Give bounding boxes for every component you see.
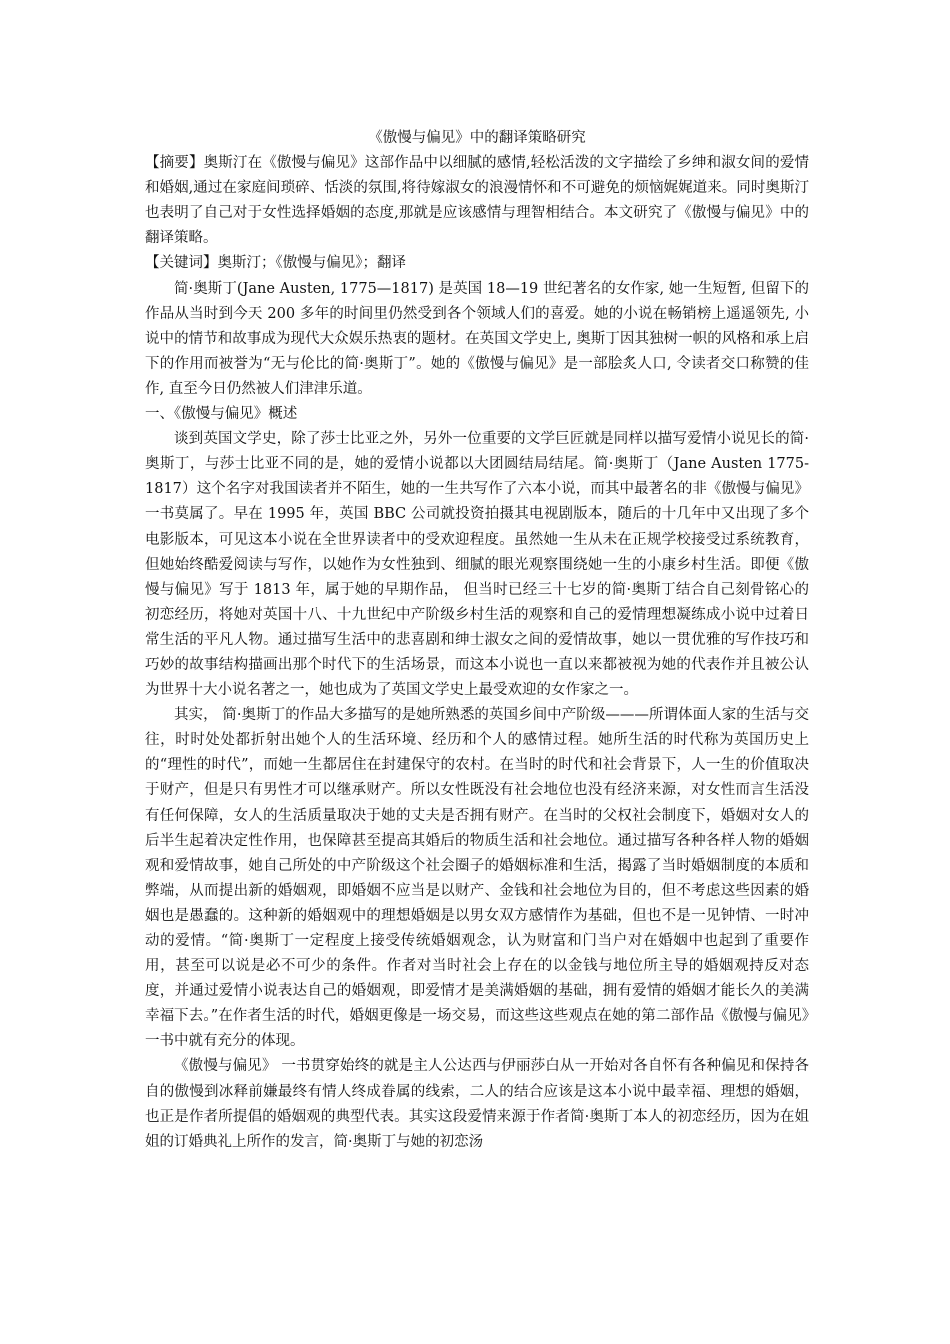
body-paragraph: 《傲慢与偏见》 一书贯穿始终的就是主人公达西与伊丽莎白从一开始对各自怀有各种偏见和保持各自的傲慢到冰释前嫌最终有情人终成眷属的线索，二人的结合应该是这本小说中最幸福、理想的婚姻，也正是作者所提倡的婚姻观的典型代表。其实这段爱情来源于作者简·奥斯丁本人的初恋经历，因为在姐姐的订婚典礼上所作的发言，简·奥斯丁与她的初恋汤 bbox=[145, 1058, 809, 1150]
abstract-paragraph bbox=[145, 151, 809, 251]
document-title: 《傲慢与偏见》中的翻译策略研究 bbox=[368, 130, 586, 146]
keywords-text: 奥斯汀；《傲慢与偏见》；翻译 bbox=[217, 255, 406, 272]
section-heading: 一、《傲慢与偏见》概述 bbox=[145, 406, 298, 423]
keywords-paragraph bbox=[145, 251, 809, 276]
keywords-label: 【关键词】 bbox=[145, 255, 218, 272]
body-paragraph: 其实， 简·奥斯丁的作品大多描写的是她所熟悉的英国乡间中产阶级———所谓体面人家的生活与交往，时时处处都折射出她个人的生活环境、经历和个人的感情过程。她所生活的时代称为英国历史上的“理性的时代”，而她一生都居住在封建保守的农村。在当时的时代和社会背景下，人一生的价值取决于财产，但是只有男性才可以继承财产。所以女性既没有社会地位也没有经济来源，对女性而言生活没有任何保障，女人的生活质量取决于她的丈夫是否拥有财产。在当时的父权社会制度下，婚姻对女人的后半生起着决定性作用，也保障甚至提高其婚后的物质生活和社会地位。通过描写各种各样人物的婚姻观和爱情故事，她自己所处的中产阶级这个社会圈子的婚姻标准和生活，揭露了当时婚姻制度的本质和弊端，从而提出新的婚姻观，即婚姻不应当是以财产、金钱和社会地位为目的，但不考虑这些因素的婚姻也是愚蠢的。这种新的婚姻观中的理想婚姻是以男女双方感情作为基础，但也不是一见钟情、一时冲动的爱情。“简·奥斯丁一定程度上接受传统婚姻观念，认为财富和门当户对在婚姻中也起到了重要作用，甚至可以说是必不可少的条件。作者对当时社会上存在的以金钱与地位所主导的婚姻观持反对态度，并通过爱情小说表达自己的婚姻观，即爱情才是美满婚姻的基础，拥有爱情的婚姻才能长久的美满幸福下去。”在作者生活的时代，婚姻更像是一场交易，而这些这些观点在她的第二部作品《傲慢与偏见》一书中就有充分的体现。 bbox=[145, 707, 809, 1050]
abstract-text: 奥斯汀在《傲慢与偏见》这部作品中以细腻的感情,轻松活泼的文字描绘了乡绅和淑女间的爱情和婚姻,通过在家庭间琐碎、恬淡的氛围,将待嫁淑女的浪漫情怀和不可避免的烦恼娓娓道来。同时奥斯汀也表明了自己对于女性选择婚姻的态度,那就是应该感情与理智相结合。本文研究了《傲慢与偏见》中的翻译策略。 bbox=[145, 155, 810, 247]
intro-paragraph: 简·奥斯丁(Jane Austen, 1775—1817) 是英国 18—19 世纪著名的女作家, 她一生短暂, 但留下的作品从当时到今天 200 多年的时间里仍然受到各个领域人们的喜爱。她的小说在畅销榜上遥遥领先, 小说中的情节和故事成为现代大众娱乐热衷的题材。在英国文学史上, 奥斯丁因其独树一帜的风格和承上启下的作用而被誉为“无与伦比的简·奥斯丁”。她的《傲慢与偏见》是一部脍炙人口, 令读者交口称赞的佳作, 直至今日仍然被人们津津乐道。 bbox=[145, 280, 809, 397]
body-paragraph: 谈到英国文学史，除了莎士比亚之外，另外一位重要的文学巨匠就是同样以描写爱情小说见长的简·奥斯丁，与莎士比亚不同的是，她的爱情小说都以大团圆结局结尾。简·奥斯丁（Jane Austen 1775-1817）这个名字对我国读者并不陌生，她的一生共写作了六本小说，而其中最著名的非《傲慢与偏见》一书莫属了。早在 1995 年，英国 BBC 公司就投资拍摄其电视剧版本，随后的十几年中又出现了多个电影版本，可见这本小说在全世界读者中的受欢迎程度。虽然她一生从未在正规学校接受过系统教育，但她始终酷爱阅读与写作，以她作为女性独到、细腻的眼光观察围绕她一生的小康乡村生活。即便《傲慢与偏见》写于 1813 年，属于她的早期作品， 但当时已经三十七岁的简·奥斯丁结合自己刻骨铭心的初恋经历，将她对英国十八、十九世纪中产阶级乡村生活的观察和自己的爱情理想凝练成小说中过着日常生活的平凡人物。通过描写生活中的悲喜剧和绅士淑女之间的爱情故事，她以一贯优雅的写作技巧和巧妙的故事结构描画出那个时代下的生活场景，而这本小说也一直以来都被视为她的代表作并且被公认为世界十大小说名著之一，她也成为了英国文学史上最受欢迎的女作家之一。 bbox=[145, 431, 809, 699]
document-page bbox=[145, 126, 809, 1155]
abstract-label: 【摘要】 bbox=[145, 155, 204, 172]
